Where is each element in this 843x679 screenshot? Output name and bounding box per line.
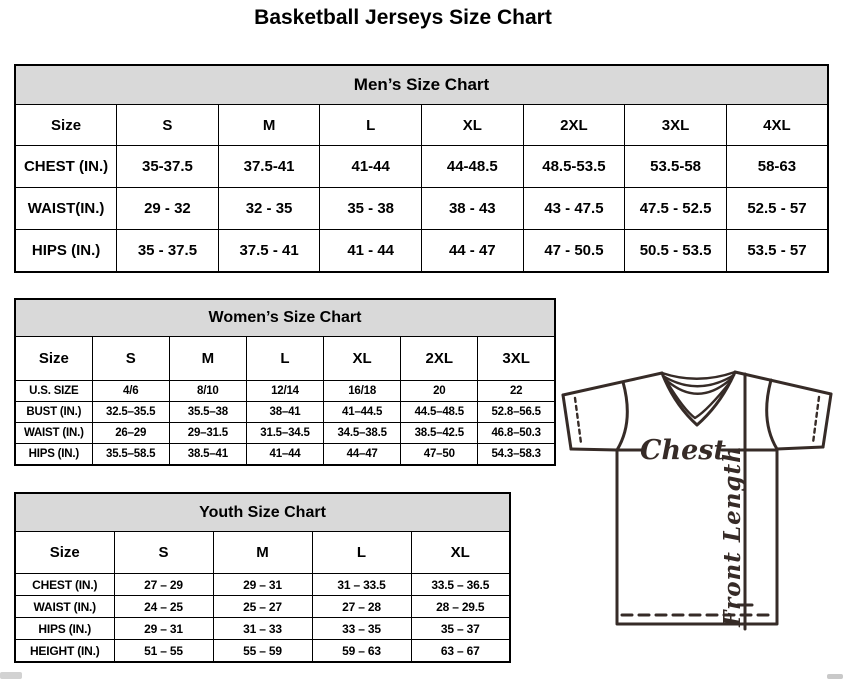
table-cell: 29 – 31	[114, 618, 213, 640]
column-header: L	[312, 532, 411, 574]
table-cell: 27 – 28	[312, 596, 411, 618]
row-label: HEIGHT (IN.)	[15, 640, 114, 663]
table-cell: 31 – 33.5	[312, 574, 411, 596]
youth-size-table	[14, 492, 511, 663]
table-cell: 31.5–34.5	[246, 423, 323, 444]
table-cell: 44-48.5	[422, 146, 524, 188]
column-header: 2XL	[523, 105, 625, 146]
table-row	[15, 574, 510, 596]
column-header: M	[218, 105, 320, 146]
column-header: XL	[422, 105, 524, 146]
table-cell: 52.8–56.5	[478, 402, 555, 423]
column-header: 2XL	[401, 337, 478, 381]
table-cell: 4/6	[92, 381, 169, 402]
table-cell: 29–31.5	[169, 423, 246, 444]
table-row	[15, 146, 828, 188]
table-cell: 32.5–35.5	[92, 402, 169, 423]
column-header: Size	[15, 337, 92, 381]
table-row	[15, 640, 510, 663]
column-header: S	[117, 105, 219, 146]
table-row	[15, 230, 828, 273]
table-cell: 41–44.5	[324, 402, 401, 423]
table-cell: 38.5–41	[169, 444, 246, 466]
table-cell: 34.5–38.5	[324, 423, 401, 444]
row-label: HIPS (IN.)	[15, 230, 117, 273]
table-cell: 53.5 - 57	[726, 230, 828, 273]
row-label: CHEST (IN.)	[15, 146, 117, 188]
table-cell: 53.5-58	[625, 146, 727, 188]
column-header: Size	[15, 105, 117, 146]
table-cell: 41 - 44	[320, 230, 422, 273]
column-header: XL	[411, 532, 510, 574]
jersey-outline-icon	[556, 360, 843, 638]
table-row	[15, 402, 555, 423]
table-cell: 35-37.5	[117, 146, 219, 188]
column-header: S	[92, 337, 169, 381]
table-cell: 31 – 33	[213, 618, 312, 640]
table-cell: 46.8–50.3	[478, 423, 555, 444]
table-cell: 50.5 - 53.5	[625, 230, 727, 273]
table-cell: 35 - 38	[320, 188, 422, 230]
table-cell: 52.5 - 57	[726, 188, 828, 230]
table-cell: 54.3–58.3	[478, 444, 555, 466]
table-cell: 22	[478, 381, 555, 402]
table-cell: 16/18	[324, 381, 401, 402]
mens-size-table	[14, 64, 829, 273]
column-header: 3XL	[625, 105, 727, 146]
column-header: XL	[324, 337, 401, 381]
table-cell: 33.5 – 36.5	[411, 574, 510, 596]
row-label: HIPS (IN.)	[15, 444, 92, 466]
table-row	[15, 444, 555, 466]
front-length-label: Front Length	[719, 445, 746, 627]
table-cell: 47–50	[401, 444, 478, 466]
row-label: WAIST(IN.)	[15, 188, 117, 230]
table-cell: 8/10	[169, 381, 246, 402]
row-label: WAIST (IN.)	[15, 423, 92, 444]
table-cell: 26–29	[92, 423, 169, 444]
column-header: M	[169, 337, 246, 381]
table-cell: 38–41	[246, 402, 323, 423]
table-cell: 38.5–42.5	[401, 423, 478, 444]
table-cell: 35.5–38	[169, 402, 246, 423]
column-header: L	[246, 337, 323, 381]
table-cell: 35 – 37	[411, 618, 510, 640]
row-label: BUST (IN.)	[15, 402, 92, 423]
table-cell: 20	[401, 381, 478, 402]
column-header: L	[320, 105, 422, 146]
table-title: Youth Size Chart	[15, 493, 510, 532]
row-label: CHEST (IN.)	[15, 574, 114, 596]
column-header: 4XL	[726, 105, 828, 146]
table-cell: 55 – 59	[213, 640, 312, 663]
table-row	[15, 381, 555, 402]
table-title: Men’s Size Chart	[15, 65, 828, 105]
table-cell: 48.5-53.5	[523, 146, 625, 188]
table-title: Women’s Size Chart	[15, 299, 555, 337]
table-cell: 28 – 29.5	[411, 596, 510, 618]
table-cell: 37.5-41	[218, 146, 320, 188]
table-cell: 47 - 50.5	[523, 230, 625, 273]
table-cell: 44 - 47	[422, 230, 524, 273]
table-row	[15, 188, 828, 230]
table-cell: 35.5–58.5	[92, 444, 169, 466]
table-cell: 58-63	[726, 146, 828, 188]
table-cell: 51 – 55	[114, 640, 213, 663]
table-row	[15, 618, 510, 640]
table-cell: 41-44	[320, 146, 422, 188]
table-cell: 44–47	[324, 444, 401, 466]
row-label: HIPS (IN.)	[15, 618, 114, 640]
column-header: M	[213, 532, 312, 574]
table-row	[15, 596, 510, 618]
column-header: Size	[15, 532, 114, 574]
table-row	[15, 423, 555, 444]
table-cell: 35 - 37.5	[117, 230, 219, 273]
table-cell: 32 - 35	[218, 188, 320, 230]
table-cell: 43 - 47.5	[523, 188, 625, 230]
table-cell: 41–44	[246, 444, 323, 466]
table-cell: 12/14	[246, 381, 323, 402]
chest-label: Chest	[640, 435, 726, 466]
table-cell: 29 – 31	[213, 574, 312, 596]
table-cell: 27 – 29	[114, 574, 213, 596]
table-cell: 37.5 - 41	[218, 230, 320, 273]
row-label: WAIST (IN.)	[15, 596, 114, 618]
table-cell: 38 - 43	[422, 188, 524, 230]
table-cell: 25 – 27	[213, 596, 312, 618]
page-title: Basketball Jerseys Size Chart	[254, 6, 552, 29]
table-cell: 44.5–48.5	[401, 402, 478, 423]
horizontal-scrollbar-thumb[interactable]	[0, 672, 22, 679]
table-cell: 47.5 - 52.5	[625, 188, 727, 230]
scrollbar-fragment[interactable]	[827, 674, 843, 679]
womens-size-table	[14, 298, 556, 466]
table-cell: 59 – 63	[312, 640, 411, 663]
table-cell: 29 - 32	[117, 188, 219, 230]
column-header: 3XL	[478, 337, 555, 381]
table-cell: 24 – 25	[114, 596, 213, 618]
row-label: U.S. SIZE	[15, 381, 92, 402]
jersey-measurement-diagram	[556, 360, 843, 638]
table-cell: 63 – 67	[411, 640, 510, 663]
column-header: S	[114, 532, 213, 574]
table-cell: 33 – 35	[312, 618, 411, 640]
